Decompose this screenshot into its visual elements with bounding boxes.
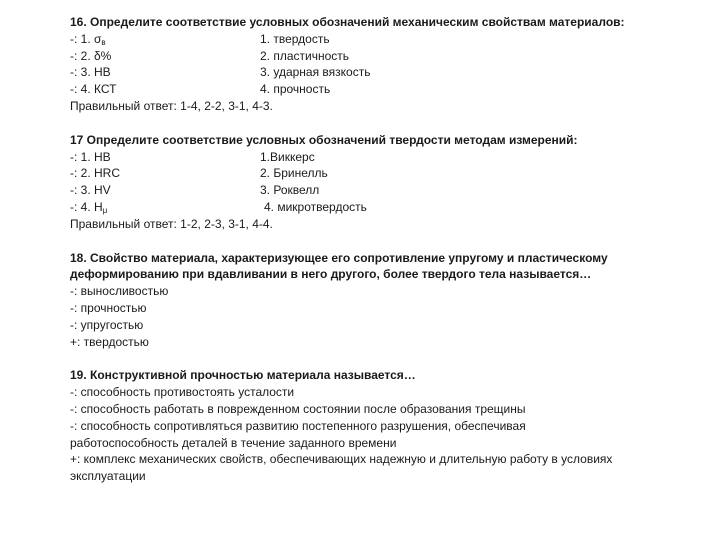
question-17-row-4 [70, 199, 700, 216]
question-17-row-3-right: 3. Роквелл [260, 183, 320, 198]
question-17-row-2 [70, 165, 700, 182]
question-16-row-4 [70, 81, 700, 98]
question-17-answer: Правильный ответ: 1-2, 2-3, 3-1, 4-4. [70, 216, 273, 231]
question-16-row-2-left: -: 2. δ% [70, 48, 112, 63]
question-16-row-2-right: 2. пластичность [260, 48, 350, 63]
question-17-row-3-left: -: 3. HV [70, 183, 111, 198]
question-17-row-4-left: -: 4. Н [70, 199, 103, 214]
question-18-option-2: -: прочностью [70, 300, 147, 315]
question-16-row-4-left: -: 4. КСТ [70, 82, 117, 97]
question-17-row-1-left: -: 1. НВ [70, 149, 111, 164]
question-16-row-2 [70, 48, 700, 65]
question-16-row-3-right: 3. ударная вязкость [260, 65, 371, 80]
question-16-title: 16. Определите соответствие условных обозначений механическим свойствам материалов: [70, 15, 625, 29]
question-16-row-3 [70, 64, 700, 81]
question-17-row-1-right: 1.Виккерс [260, 149, 315, 164]
question-19-line-2: -: способность работать в поврежденном состоянии после образования трещины [70, 401, 526, 416]
question-16 [70, 14, 700, 115]
question-18-option-1: -: выносливостью [70, 284, 169, 299]
question-19-line-3: -: способность сопротивляться развитию постепенного разрушения, обеспечивая [70, 418, 526, 433]
question-18-option-4: +: твердостью [70, 334, 149, 349]
document-page [70, 14, 700, 485]
question-16-row-1-right: 1. твердость [260, 31, 330, 46]
question-18-title-line-1: 18. Свойство материала, характеризующее его сопротивление упругому и пластическому [70, 250, 608, 265]
question-19-title: 19. Конструктивной прочностью материала называется… [70, 368, 416, 383]
question-16-row-1-left-sub: в [101, 37, 106, 47]
question-17-row-3 [70, 182, 700, 199]
question-19-line-4: работоспособность деталей в течение заданного времени [70, 435, 397, 450]
question-17-row-2-left: -: 2. HRC [70, 166, 121, 181]
question-16-row-4-right: 4. прочность [260, 82, 331, 97]
question-17-row-1 [70, 149, 700, 166]
question-19-line-6: эксплуатации [70, 469, 146, 484]
question-17-title: 17 Определите соответствие условных обозначений твердости методам измерений: [70, 132, 578, 147]
question-17-row-4-right: 4. микротвердость [264, 199, 367, 214]
question-17 [70, 132, 700, 233]
question-19-line-1: -: способность противостоять усталости [70, 385, 295, 400]
question-18-title-line-2: деформированию при вдавливании в него другого, более твердого тела называется… [70, 267, 592, 282]
question-16-answer: Правильный ответ: 1-4, 2-2, 3-1, 4-3. [70, 98, 273, 113]
question-17-row-2-right: 2. Бринелль [260, 166, 328, 181]
question-16-row-1-left: -: 1. σ [70, 31, 102, 46]
question-18-option-3: -: упругостью [70, 317, 144, 332]
question-19 [70, 367, 700, 485]
question-18 [70, 250, 700, 351]
question-16-row-3-left: -: 3. НВ [70, 65, 111, 80]
question-16-row-1 [70, 31, 700, 48]
question-19-line-5: +: комплекс механических свойств, обеспечивающих надежную и длительную работу в условиях [70, 452, 613, 467]
question-17-row-4-left-sub: μ [102, 205, 108, 215]
